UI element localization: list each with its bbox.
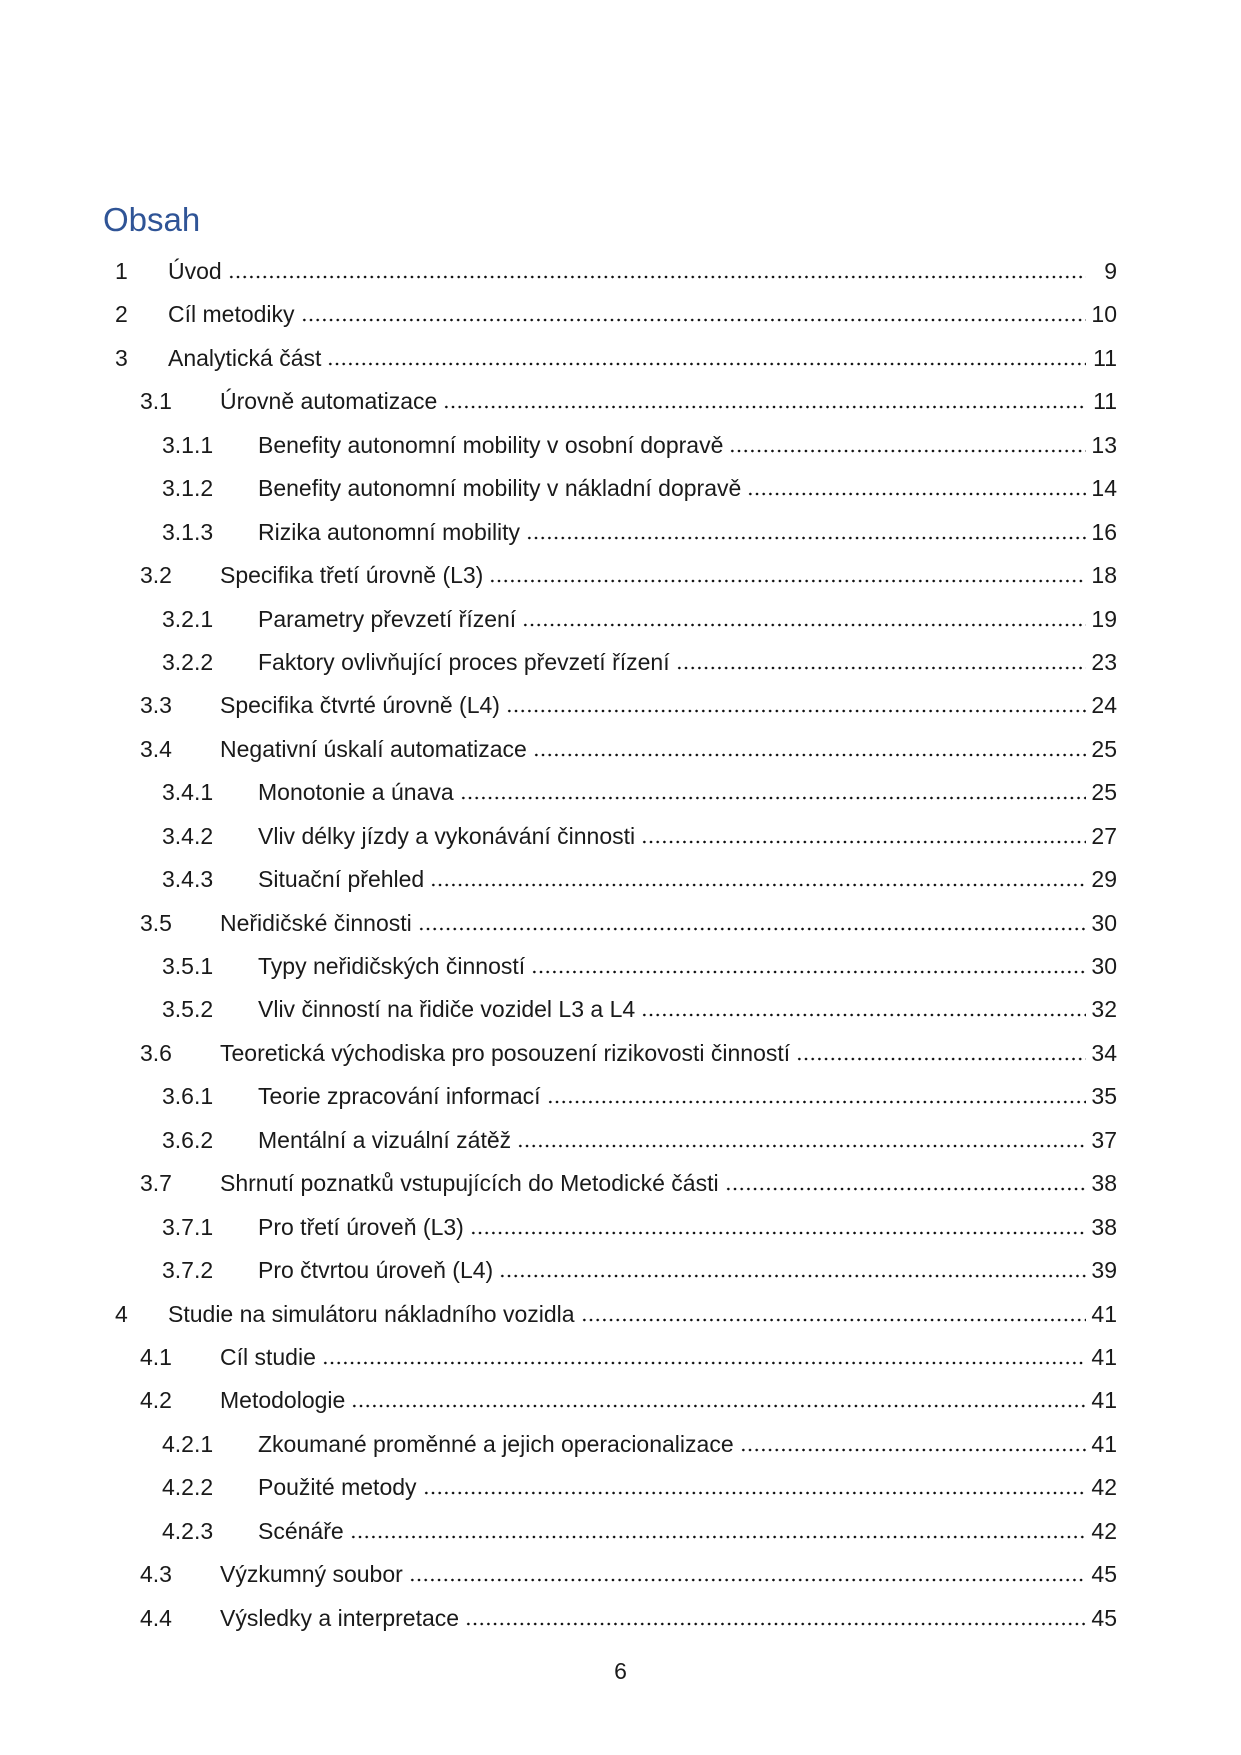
- toc-entry[interactable]: [115, 988, 1117, 1031]
- dot-leader-icon: [430, 883, 1086, 887]
- toc-entry[interactable]: [115, 1423, 1117, 1466]
- toc-entry-number: 4.2.1: [162, 1430, 214, 1457]
- dot-leader-icon: [522, 623, 1086, 627]
- toc-entry-page: 39: [1091, 1257, 1117, 1284]
- toc-entry-page: 34: [1091, 1039, 1117, 1066]
- toc-entry-label: Specifika čtvrté úrovně (L4): [220, 692, 500, 719]
- toc-entry-number: 3.7: [140, 1170, 172, 1197]
- toc-entry-label: Zkoumané proměnné a jejich operacionalizace: [258, 1430, 734, 1457]
- toc-entry-page: 13: [1091, 431, 1117, 458]
- toc-entry[interactable]: [115, 467, 1117, 510]
- toc-entry-number: 4.2: [140, 1387, 172, 1414]
- dot-leader-icon: [351, 1404, 1086, 1408]
- toc-entry-page: 38: [1091, 1170, 1117, 1197]
- toc-entry[interactable]: [115, 250, 1117, 293]
- toc-list: [115, 250, 1117, 1640]
- toc-entry-label: Scénáře: [258, 1517, 344, 1544]
- toc-entry-page: 42: [1091, 1474, 1117, 1501]
- toc-entry-number: 3.6.2: [162, 1126, 214, 1153]
- toc-entry-number: 3.4: [140, 735, 172, 762]
- toc-entry-page: 42: [1091, 1517, 1117, 1544]
- dot-leader-icon: [641, 840, 1086, 844]
- toc-entry[interactable]: [115, 1379, 1117, 1422]
- dot-leader-icon: [499, 1274, 1086, 1278]
- toc-entry-page: 32: [1091, 996, 1117, 1023]
- toc-entry[interactable]: [115, 1119, 1117, 1162]
- dot-leader-icon: [322, 1361, 1086, 1365]
- toc-entry-label: Použité metody: [258, 1474, 417, 1501]
- toc-entry-number: 3: [115, 344, 128, 371]
- toc-entry-label: Faktory ovlivňující proces převzetí řízení: [258, 648, 670, 675]
- toc-entry-label: Výsledky a interpretace: [220, 1604, 460, 1631]
- dot-leader-icon: [547, 1100, 1086, 1104]
- toc-entry[interactable]: [115, 858, 1117, 901]
- toc-entry-page: 25: [1091, 735, 1117, 762]
- toc-entry[interactable]: [115, 337, 1117, 380]
- toc-entry[interactable]: [115, 641, 1117, 684]
- toc-entry[interactable]: [115, 815, 1117, 858]
- toc-entry-page: 45: [1091, 1561, 1117, 1588]
- toc-entry-label: Shrnutí poznatků vstupujících do Metodické části: [220, 1170, 719, 1197]
- toc-entry-label: Úvod: [168, 258, 222, 284]
- toc-entry-number: 3.5: [140, 909, 172, 936]
- toc-entry-label: Výzkumný soubor: [220, 1561, 403, 1588]
- toc-entry-page: 41: [1091, 1430, 1117, 1457]
- toc-entry[interactable]: [115, 424, 1117, 467]
- toc-entry[interactable]: [115, 380, 1117, 423]
- toc-entry-page: 14: [1091, 475, 1117, 502]
- toc-entry-number: 3.6: [140, 1039, 172, 1066]
- toc-entry[interactable]: [115, 902, 1117, 945]
- toc-entry[interactable]: [115, 1336, 1117, 1379]
- toc-entry-number: 4.1: [140, 1343, 172, 1370]
- toc-entry-number: 3.7.2: [162, 1257, 214, 1284]
- dot-leader-icon: [729, 449, 1086, 453]
- toc-entry-page: 45: [1091, 1604, 1117, 1631]
- toc-entry-page: 18: [1091, 562, 1117, 589]
- footer-page-number: 6: [614, 1658, 627, 1684]
- dot-leader-icon: [725, 1187, 1086, 1191]
- dot-leader-icon: [228, 275, 1086, 279]
- dot-leader-icon: [301, 318, 1086, 322]
- toc-entry[interactable]: [115, 293, 1117, 336]
- dot-leader-icon: [641, 1013, 1086, 1017]
- toc-entry-page: 27: [1091, 822, 1117, 849]
- page-title: Obsah: [103, 201, 201, 238]
- dot-leader-icon: [409, 1578, 1086, 1582]
- dot-leader-icon: [465, 1622, 1086, 1626]
- toc-entry-label: Úrovně automatizace: [220, 388, 438, 415]
- toc-entry-page: 37: [1091, 1126, 1117, 1153]
- toc-entry-page: 24: [1091, 692, 1117, 719]
- toc-entry-number: 4.2.2: [162, 1474, 214, 1501]
- toc-entry-label: Metodologie: [220, 1387, 346, 1414]
- toc-entry-label: Pro čtvrtou úroveň (L4): [258, 1257, 494, 1284]
- toc-entry-number: 3.7.1: [162, 1213, 214, 1240]
- toc-entry-number: 3.1.2: [162, 475, 214, 502]
- toc-entry-number: 2: [115, 301, 128, 328]
- toc-entry-number: 3.4.3: [162, 866, 214, 893]
- toc-entry[interactable]: [115, 1466, 1117, 1509]
- toc-entry-page: 41: [1091, 1300, 1117, 1327]
- dot-leader-icon: [327, 362, 1086, 366]
- toc-entry[interactable]: [115, 511, 1117, 554]
- toc-entry-label: Monotonie a únava: [258, 779, 454, 806]
- toc-entry-number: 3.4.1: [162, 779, 214, 806]
- toc-entry-number: 3.2.2: [162, 648, 214, 675]
- dot-leader-icon: [796, 1057, 1086, 1061]
- toc-entry-number: 3.1.3: [162, 518, 214, 545]
- toc-entry-label: Typy neřidičských činností: [258, 953, 526, 979]
- dot-leader-icon: [350, 1535, 1086, 1539]
- toc-entry-label: Mentální a vizuální zátěž: [258, 1126, 512, 1153]
- dot-leader-icon: [489, 579, 1086, 583]
- toc-entry-page: 16: [1091, 518, 1117, 545]
- toc-entry[interactable]: [115, 1206, 1117, 1249]
- toc-entry-number: 3.5.2: [162, 996, 214, 1023]
- toc-entry[interactable]: [115, 1032, 1117, 1075]
- toc-entry-number: 3.4.2: [162, 822, 214, 849]
- toc-entry-page: 30: [1091, 953, 1117, 979]
- dot-leader-icon: [470, 1231, 1086, 1235]
- toc-entry-page: 29: [1091, 866, 1117, 893]
- toc-entry[interactable]: [115, 1597, 1117, 1640]
- toc-entry-label: Teoretická východiska pro posouzení rizikovosti činností: [220, 1039, 791, 1066]
- toc-entry-label: Cíl studie: [220, 1343, 316, 1370]
- toc-entry-page: 23: [1091, 648, 1117, 675]
- dot-leader-icon: [460, 796, 1086, 800]
- toc-entry-page: 9: [1104, 258, 1117, 284]
- toc-entry-number: 4.3: [140, 1561, 172, 1588]
- toc-entry[interactable]: [115, 1162, 1117, 1205]
- toc-entry[interactable]: [115, 598, 1117, 641]
- toc-entry-label: Analytická část: [168, 344, 322, 371]
- toc-entry-label: Specifika třetí úrovně (L3): [220, 562, 484, 589]
- dot-leader-icon: [517, 1144, 1086, 1148]
- dot-leader-icon: [526, 536, 1086, 540]
- toc-entry-label: Vliv délky jízdy a vykonávání činnosti: [258, 822, 636, 849]
- dot-leader-icon: [423, 1491, 1086, 1495]
- toc-entry-number: 1: [115, 258, 128, 284]
- toc-entry-label: Neřidičské činnosti: [220, 909, 412, 936]
- dot-leader-icon: [581, 1318, 1086, 1322]
- toc-entry[interactable]: [115, 771, 1117, 814]
- dot-leader-icon: [747, 492, 1086, 496]
- toc-entry-number: 3.5.1: [162, 953, 214, 979]
- toc-entry[interactable]: [115, 945, 1117, 988]
- toc-entry[interactable]: [115, 1249, 1117, 1292]
- toc-entry-page: 19: [1091, 605, 1117, 632]
- toc-entry-label: Studie na simulátoru nákladního vozidla: [168, 1300, 575, 1327]
- toc-entry-number: 4.4: [140, 1604, 172, 1631]
- dot-leader-icon: [418, 927, 1086, 931]
- toc-entry[interactable]: [115, 728, 1117, 771]
- toc-entry[interactable]: [115, 554, 1117, 597]
- toc-entry-label: Vliv činností na řidiče vozidel L3 a L4: [258, 996, 636, 1023]
- dot-leader-icon: [533, 753, 1086, 757]
- toc-entry-number: 3.1.1: [162, 431, 214, 458]
- toc-entry-number: 3.1: [140, 388, 172, 415]
- toc-entry-page: 38: [1091, 1213, 1117, 1240]
- toc-entry-number: 4.2.3: [162, 1517, 214, 1544]
- toc-entry-page: 41: [1091, 1343, 1117, 1370]
- toc-entry-page: 11: [1093, 344, 1117, 371]
- toc-entry-label: Pro třetí úroveň (L3): [258, 1213, 464, 1240]
- toc-entry-label: Cíl metodiky: [168, 301, 295, 328]
- toc-entry-label: Parametry převzetí řízení: [258, 605, 517, 632]
- toc-entry[interactable]: [115, 1510, 1117, 1553]
- toc-entry-number: 3.2: [140, 562, 172, 589]
- toc-entry-label: Rizika autonomní mobility: [258, 518, 521, 545]
- toc-entry-number: 3.3: [140, 692, 172, 719]
- dot-leader-icon: [443, 405, 1086, 409]
- toc-entry-page: 10: [1091, 301, 1117, 328]
- toc-entry-label: Teorie zpracování informací: [258, 1083, 541, 1110]
- toc-entry-label: Benefity autonomní mobility v osobní dopravě: [258, 431, 724, 458]
- toc-entry[interactable]: [115, 684, 1117, 727]
- dot-leader-icon: [740, 1448, 1086, 1452]
- toc-entry-number: 4: [115, 1300, 128, 1327]
- dot-leader-icon: [531, 970, 1086, 974]
- toc-entry-page: 41: [1091, 1387, 1117, 1414]
- toc-entry-number: 3.2.1: [162, 605, 214, 632]
- toc-entry-page: 30: [1091, 909, 1117, 936]
- toc-entry[interactable]: [115, 1293, 1117, 1336]
- dot-leader-icon: [676, 666, 1086, 670]
- toc-entry-label: Situační přehled: [258, 866, 425, 893]
- toc-entry-number: 3.6.1: [162, 1083, 214, 1110]
- toc-entry-label: Negativní úskalí automatizace: [220, 735, 527, 762]
- toc-entry-page: 25: [1091, 779, 1117, 806]
- toc-entry-label: Benefity autonomní mobility v nákladní dopravě: [258, 475, 742, 502]
- toc-entry-page: 35: [1091, 1083, 1117, 1110]
- toc-entry[interactable]: [115, 1553, 1117, 1596]
- toc-entry[interactable]: [115, 1075, 1117, 1118]
- toc-entry-page: 11: [1093, 388, 1117, 415]
- dot-leader-icon: [506, 709, 1086, 713]
